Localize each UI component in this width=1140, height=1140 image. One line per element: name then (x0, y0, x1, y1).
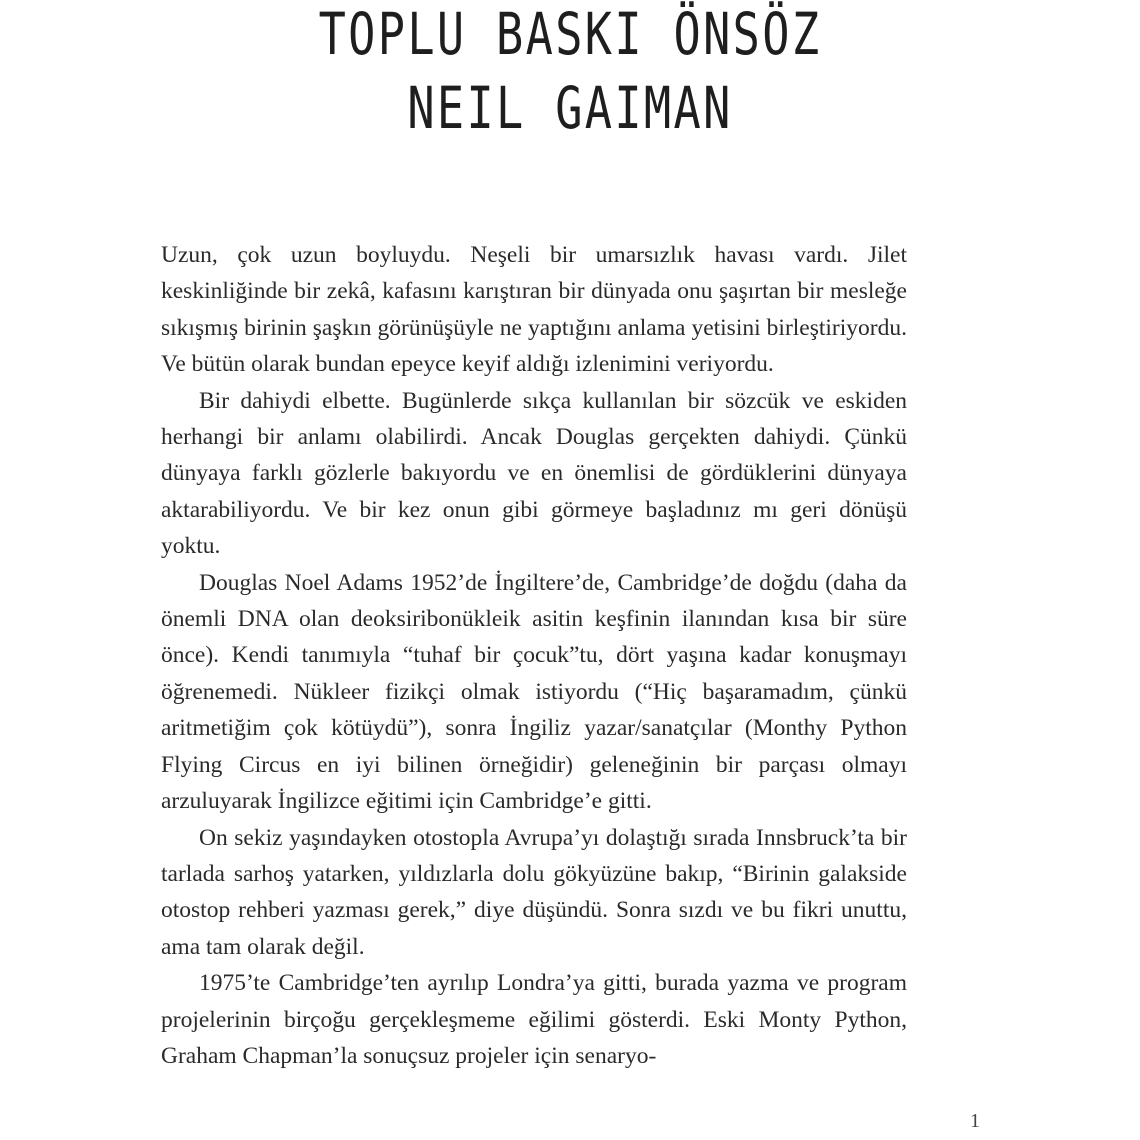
paragraph-4: On sekiz yaşındayken otostopla Avrupa’yı dolaştığı sırada Innsbruck’ta bir tarlada sarhoş yatarken, yıldızlarla dolu gökyüzüne bakıp, “Birinin galakside otostop rehberi yazması gerek,” diye düşündü. Sonra sızdı ve bu fikri unuttu, ama tam olarak değil. (161, 824, 907, 960)
author-name: NEIL GAIMAN (407, 74, 733, 142)
page-number: 1 (970, 1110, 980, 1132)
page-title: TOPLU BASKI ÖNSÖZ (318, 0, 822, 68)
paragraph-1: Uzun, çok uzun boyluydu. Neşeli bir umarsızlık havası vardı. Jilet keskinliğinde bir zekâ, kafasını karıştıran bir dünyada onu şaşırtan bir mesleğe sıkışmış birinin şaşkın görünüşüyle ne yaptığını anlama yetisini birleştiriyordu. Ve bütün olarak bundan epeyce keyif aldığı izlenimini veriyordu. (161, 242, 907, 378)
paragraph-2: Bir dahiydi elbette. Bugünlerde sıkça kullanılan bir sözcük ve eskiden herhangi bir anlamı olabilirdi. Ancak Douglas gerçekten dahiydi. Çünkü dünyaya farklı gözlerle bakıyordu ve en önemlisi de gördüklerini dünyaya aktarabiliyordu. Ve bir kez onun gibi görmeye başladınız mı geri dönüşü yoktu. (161, 387, 907, 560)
paragraph-5: 1975’te Cambridge’ten ayrılıp Londra’ya gitti, burada yazma ve program projelerinin birçoğu gerçekleşmeme eğilimi gösterdi. Eski Monty Python, Graham Chapman’la sonuçsuz projeler için senaryo- (161, 970, 907, 1069)
paragraph-3: Douglas Noel Adams 1952’de İngiltere’de, Cambridge’de doğdu (daha da önemli DNA olan deoksiribonükleik asitin keşfinin ilanından kısa bir süre önce). Kendi tanımıyla “tuhaf bir çocuk”tu, dört yaşına kadar konuşmayı öğrenemedi. Nükleer fizikçi olmak istiyordu (“Hiç başaramadım, çünkü aritmetiğim çok kötüydü”), sonra İngiliz yazar/sanatçılar (Monthy Python Flying Circus en iyi bilinen örneğidir) geleneğinin bir parçası olmayı arzuluyarak İngilizce eğitimi için Cambridge’e gitti. (161, 569, 907, 815)
body-text (161, 237, 907, 1074)
